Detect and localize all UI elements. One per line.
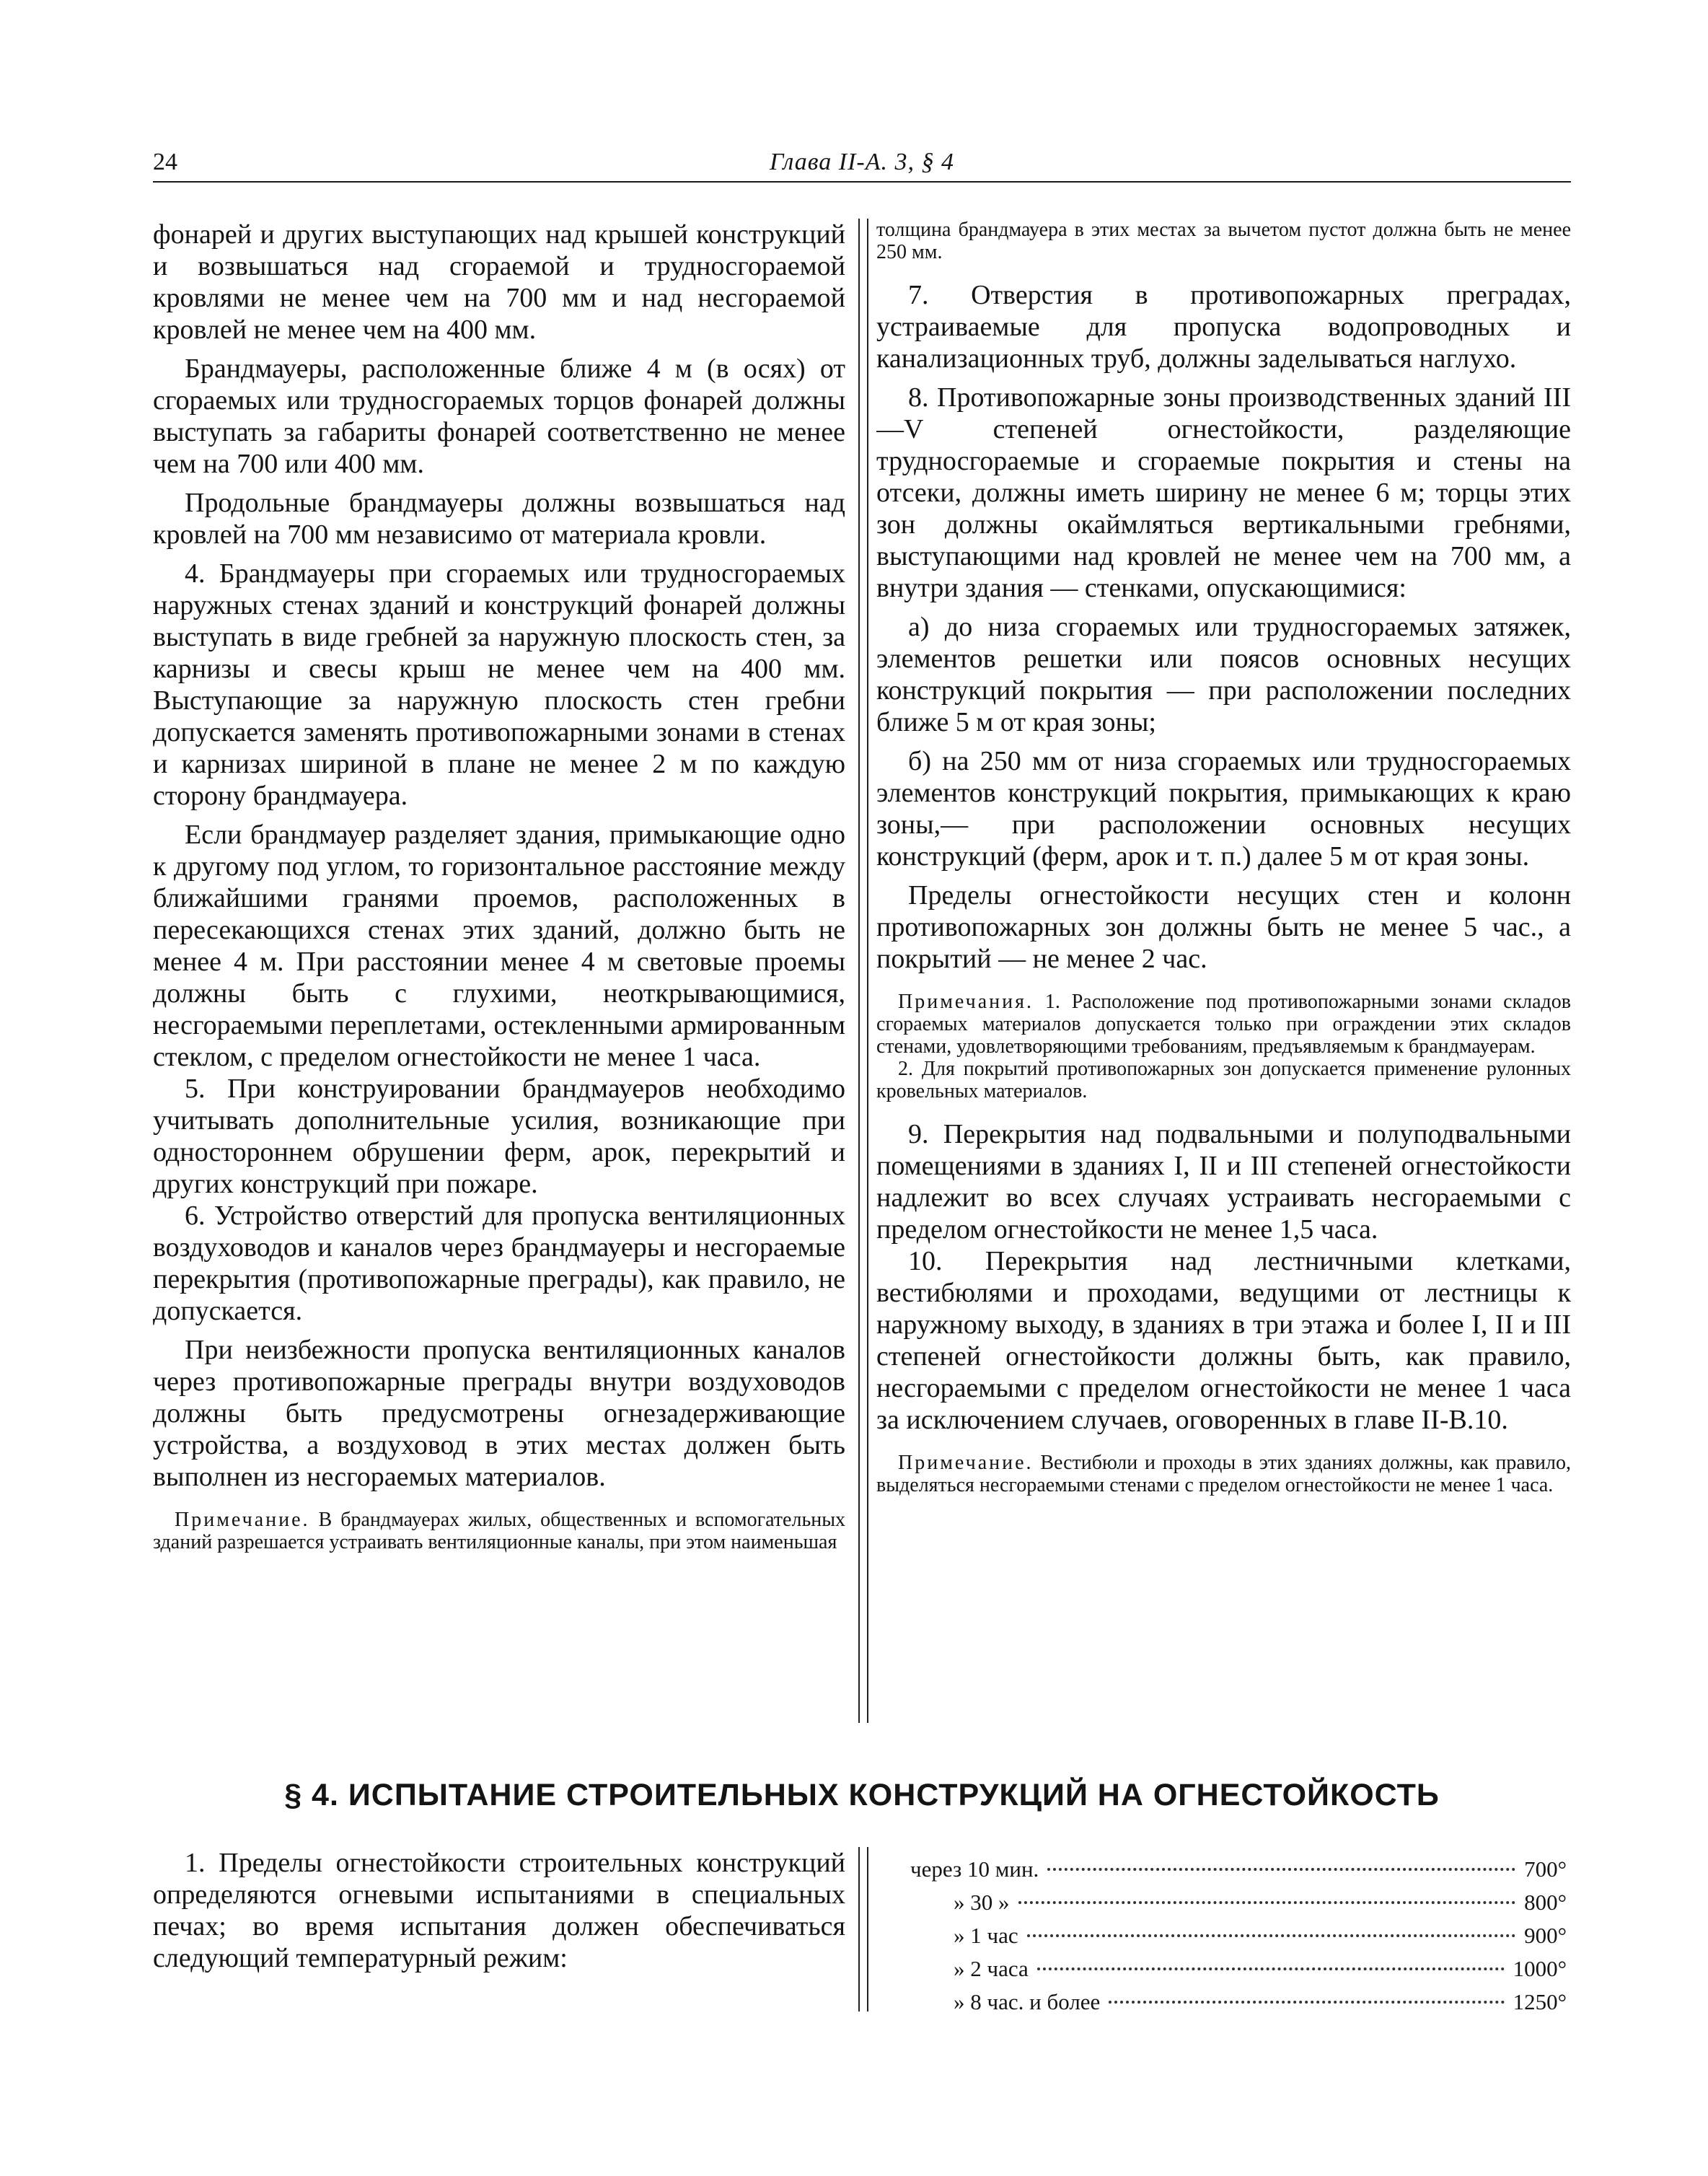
temperature-value: 800° xyxy=(1524,1890,1567,1915)
note-label-2: Примечание. xyxy=(898,1452,1034,1474)
left-paragraph-4: 4. Брандмауеры при сгораемых или трудносгораемых наружных стенах зданий и конструкций фонарей должны выступать в виде гребней за наружную плоскость стен, за карнизы и свесы крыш не менее чем на 400 мм. Выступающие за наружную плоскость стен гребни допускается заменять противопожарными зонами в стенах и карнизах шириной в плане не менее 2 м по каждую сторону брандмауера. xyxy=(153,558,845,811)
left-paragraph-2: Брандмауеры, расположенные ближе 4 м (в осях) от сгораемых или трудносгораемых торцов фонарей должны выступать за габариты фонарей соответственно не менее чем на 700 или 400 мм. xyxy=(153,354,845,479)
right-note-continuation: толщина брандмауера в этих местах за вычетом пустот должна быть не менее 250 мм. xyxy=(876,219,1571,263)
right-paragraph-limits: Пределы огнестойкости несущих стен и колонн противопожарных зон должны быть не менее 5 час., а покрытий — не менее 2 час. xyxy=(876,880,1571,974)
dot-leader xyxy=(1027,1934,1515,1937)
temperature-value: 1250° xyxy=(1513,1989,1567,2014)
note-label: Примечание. xyxy=(175,1509,310,1531)
note-text: В брандмауерах жилых, общественных и вспомогательных зданий разрешается устраивать вентиляционные каналы, при этом наименьшая xyxy=(153,1509,845,1553)
temperature-row xyxy=(910,1853,1567,1886)
temperature-row xyxy=(910,1952,1567,1986)
temperature-time: » 30 » xyxy=(954,1890,1010,1915)
temperature-value: 700° xyxy=(1524,1856,1567,1882)
dot-leader xyxy=(1047,1868,1515,1871)
running-title: Глава II-А. 3, § 4 xyxy=(769,149,955,175)
left-paragraph-5: Если брандмауер разделяет здания, примыкающие одно к другому под углом, то горизонтальное расстояние между ближайшими гранями проемов, расположенных в пересекающихся стенах этих зданий, должно быть не менее 4 м. При расстоянии менее 4 м световые проемы должны быть с глухими, неоткрывающимися, несгораемыми переплетами, остекленными армированным стеклом, с пределом огнестойкости не менее 1 часа. xyxy=(153,820,845,1072)
temperature-table xyxy=(910,1853,1567,2019)
left-paragraph-7: 6. Устройство отверстий для пропуска вентиляционных воздуховодов и каналов через брандмауеры и несгораемые перекрытия (противопожарные преграды), как правило, не допускается. xyxy=(153,1201,845,1326)
left-column xyxy=(153,219,845,1742)
right-paragraph-8: 8. Противопожарные зоны производственных зданий III—V степеней огнестойкости, разделяющие трудносгораемые и сгораемые покрытия и стены на отсеки, должны иметь ширину не менее 6 м; торцы этих зон должны окаймляться вертикальными гребнями, выступающими над кровлей не менее чем на 700 мм, а внутри здания — стенками, опускающимися: xyxy=(876,382,1571,603)
left-paragraph-3: Продольные брандмауеры должны возвышаться над кровлей на 700 мм независимо от материала кровли. xyxy=(153,488,845,550)
temperature-time: через 10 мин. xyxy=(910,1856,1039,1882)
right-paragraph-7: 7. Отверстия в противопожарных преградах, устраиваемые для пропуска водопроводных и канализационных труб, должны заделываться наглухо. xyxy=(876,280,1571,374)
section4-paragraph-1: 1. Пределы огнестойкости строительных конструкций определяются огневыми испытаниями в специальных печах; во время испытания должен обеспечиваться следующий температурный режим: xyxy=(153,1848,845,1973)
section-title: § 4. ИСПЫТАНИЕ СТРОИТЕЛЬНЫХ КОНСТРУКЦИЙ НА ОГНЕСТОЙКОСТЬ xyxy=(284,1778,1440,1812)
right-column xyxy=(876,219,1571,1742)
left-paragraph-8: При неизбежности пропуска вентиляционных каналов через противопожарные преграды внутри воздуховодов должны быть предусмотрены огнезадерживающие устройства, а воздуховод в этих местах должен быть выполнен из несгораемых материалов. xyxy=(153,1335,845,1492)
dot-leader xyxy=(1037,1967,1505,1970)
temperature-row xyxy=(910,1986,1567,2019)
header-rule xyxy=(153,181,1571,183)
right-item-a: а) до низа сгораемых или трудносгораемых затяжек, элементов решетки или поясов основных несущих конструкций покрытия — при расположении последних ближе 5 м от края зоны; xyxy=(876,612,1571,737)
dot-leader xyxy=(1109,2001,1504,2004)
page-number: 24 xyxy=(153,149,177,175)
left-paragraph-6: 5. При конструировании брандмауеров необходимо учитывать дополнительные усилия, возникающие при одностороннем обрушении ферм, арок, перекрытий и других конструкций при пожаре. xyxy=(153,1074,845,1199)
left-paragraph-1: фонарей и других выступающих над крышей конструкций и возвышаться над сгораемой и трудносгораемой кровлями не менее чем на 700 мм и над несгораемой кровлей не менее чем на 400 мм. xyxy=(153,219,845,345)
right-notes-1 xyxy=(876,991,1571,1058)
right-item-b: б) на 250 мм от низа сгораемых или трудносгораемых элементов конструкций покрытия, примыкающих к краю зоны,— при расположении основных несущих конструкций (ферм, арок и т. п.) далее 5 м от края зоны. xyxy=(876,746,1571,872)
section4-left-column xyxy=(153,1847,845,2020)
temperature-value: 1000° xyxy=(1513,1956,1567,1981)
temperature-row xyxy=(910,1919,1567,1952)
notes-label: Примечания. xyxy=(898,991,1034,1013)
right-note-final xyxy=(876,1452,1571,1496)
column-separator xyxy=(858,219,868,1723)
section4-column-separator xyxy=(858,1847,868,2012)
note-final-text: Вестибюли и проходы в этих зданиях должны, как правило, выделяться несгораемыми стенами с пределом огнестойкости не менее 1 часа. xyxy=(876,1452,1571,1496)
page-header xyxy=(153,148,1571,184)
temperature-row xyxy=(910,1886,1567,1919)
left-note xyxy=(153,1509,845,1553)
temperature-time: » 8 час. и более xyxy=(954,1989,1101,2014)
right-notes-2: 2. Для покрытий противопожарных зон допускается применение рулонных кровельных материалов. xyxy=(876,1058,1571,1102)
note-1-text: 1. Расположение под противопожарными зонами складов сгораемых материалов допускается только при ограждении этих складов стенами, удовлетворяющими требованиям, предъявляемым к брандмауерам. xyxy=(876,991,1571,1058)
dot-leader xyxy=(1018,1901,1516,1904)
right-paragraph-10: 10. Перекрытия над лестничными клетками, вестибюлями и проходами, ведущими от лестницы к наружному выходу, в зданиях в три этажа и более I, II и III степеней огнестойкости должны быть, как правило, несгораемыми с пределом огнестойкости не менее 1 часа за исключением случаев, оговоренных в главе II-B.10. xyxy=(876,1246,1571,1435)
temperature-time: » 2 часа xyxy=(954,1956,1029,1981)
right-paragraph-9: 9. Перекрытия над подвальными и полуподвальными помещениями в зданиях I, II и III степеней огнестойкости надлежит во всех случаях устраивать несгораемыми с пределом огнестойкости не менее 1,5 часа. xyxy=(876,1119,1571,1245)
temperature-value: 900° xyxy=(1524,1923,1567,1948)
temperature-time: » 1 час xyxy=(954,1923,1018,1948)
